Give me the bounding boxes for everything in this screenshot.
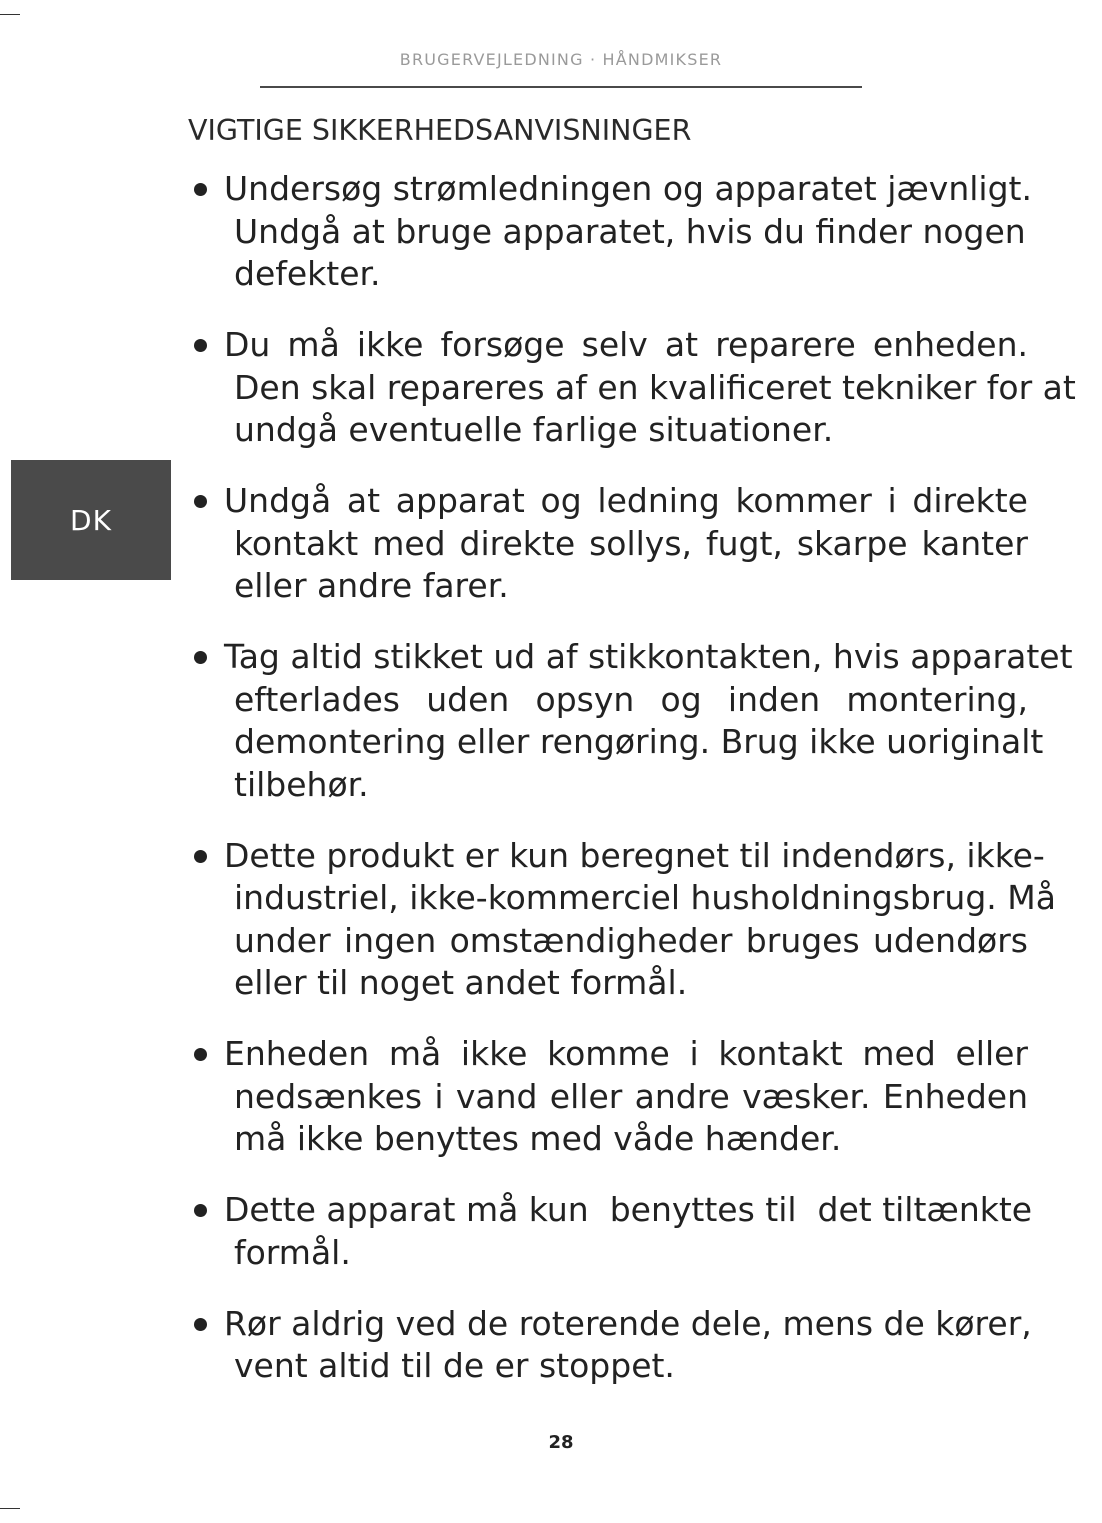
instruction-line: Rør aldrig ved de roterende dele, mens de kører, xyxy=(224,1303,1032,1343)
instruction-line: Dette apparat må kun benyttes til det tiltænkte xyxy=(224,1190,1033,1229)
instruction-line: Undersøg strømledningen og apparatet jævnligt. xyxy=(224,169,1032,208)
safety-instruction xyxy=(188,168,1032,296)
safety-instruction xyxy=(188,835,1056,1005)
safety-instruction xyxy=(188,1189,1033,1274)
instruction-line: Undgå at apparat og ledning kommer i direkte xyxy=(224,481,1028,520)
language-tab-label: DK xyxy=(70,503,112,537)
instruction-line: eller til noget andet formål. xyxy=(234,963,688,1002)
instruction-line: Du må ikke forsøge selv at reparere enheden. xyxy=(224,325,1028,364)
instruction-line: efterlades uden opsyn og inden montering, xyxy=(234,679,1028,719)
bullet-icon xyxy=(194,1048,207,1061)
safety-instructions-list xyxy=(188,168,1076,1416)
safety-instruction xyxy=(188,1303,1032,1388)
bullet-icon xyxy=(194,1318,207,1331)
instruction-line: undgå eventuelle farlige situationer. xyxy=(234,410,834,449)
crop-mark-top xyxy=(0,14,20,15)
bullet-icon xyxy=(194,339,207,352)
instruction-line: Undgå at bruge apparatet, hvis du finder nogen xyxy=(234,211,1026,251)
safety-instruction xyxy=(188,1033,1028,1161)
bullet-icon xyxy=(194,850,207,863)
instruction-line: formål. xyxy=(234,1232,351,1272)
instruction-line: kontakt med direkte sollys, fugt, skarpe kanter xyxy=(234,523,1028,563)
page-number: 28 xyxy=(548,1432,574,1453)
instruction-line: må ikke benyttes med våde hænder. xyxy=(234,1119,842,1158)
bullet-icon xyxy=(194,495,207,508)
header-rule xyxy=(260,86,862,88)
instruction-line: Tag altid stikket ud af stikkontakten, hvis apparatet xyxy=(224,637,1073,676)
instruction-line: under ingen omstændigheder bruges udendørs xyxy=(234,920,1028,960)
bullet-icon xyxy=(194,183,207,196)
instruction-line: Dette produkt er kun beregnet til indendørs, ikke- xyxy=(224,835,1045,875)
instruction-line: vent altid til de er stoppet. xyxy=(234,1346,675,1385)
safety-instruction xyxy=(188,480,1028,608)
section-title: VIGTIGE SIKKERHEDSANVISNINGER xyxy=(188,114,692,147)
running-header: BRUGERVEJLEDNING · HÅNDMIKSER xyxy=(399,50,723,69)
crop-mark-bottom xyxy=(0,1508,20,1509)
safety-instruction xyxy=(188,324,1076,452)
instruction-line: demontering eller rengøring. Brug ikke uoriginalt xyxy=(234,722,1044,761)
instruction-line: Den skal repareres af en kvalificeret tekniker for at xyxy=(234,367,1076,407)
instruction-line: industriel, ikke-kommerciel husholdningsbrug. Må xyxy=(234,878,1056,917)
language-tab xyxy=(11,460,171,580)
instruction-line: defekter. xyxy=(234,254,381,293)
instruction-line: eller andre farer. xyxy=(234,566,509,605)
bullet-icon xyxy=(194,651,207,664)
instruction-line: Enheden må ikke komme i kontakt med eller xyxy=(224,1034,1028,1073)
safety-instruction xyxy=(188,636,1073,806)
bullet-icon xyxy=(194,1204,207,1217)
instruction-line: tilbehør. xyxy=(234,764,369,804)
instruction-line: nedsænkes i vand eller andre væsker. Enheden xyxy=(234,1076,1028,1116)
